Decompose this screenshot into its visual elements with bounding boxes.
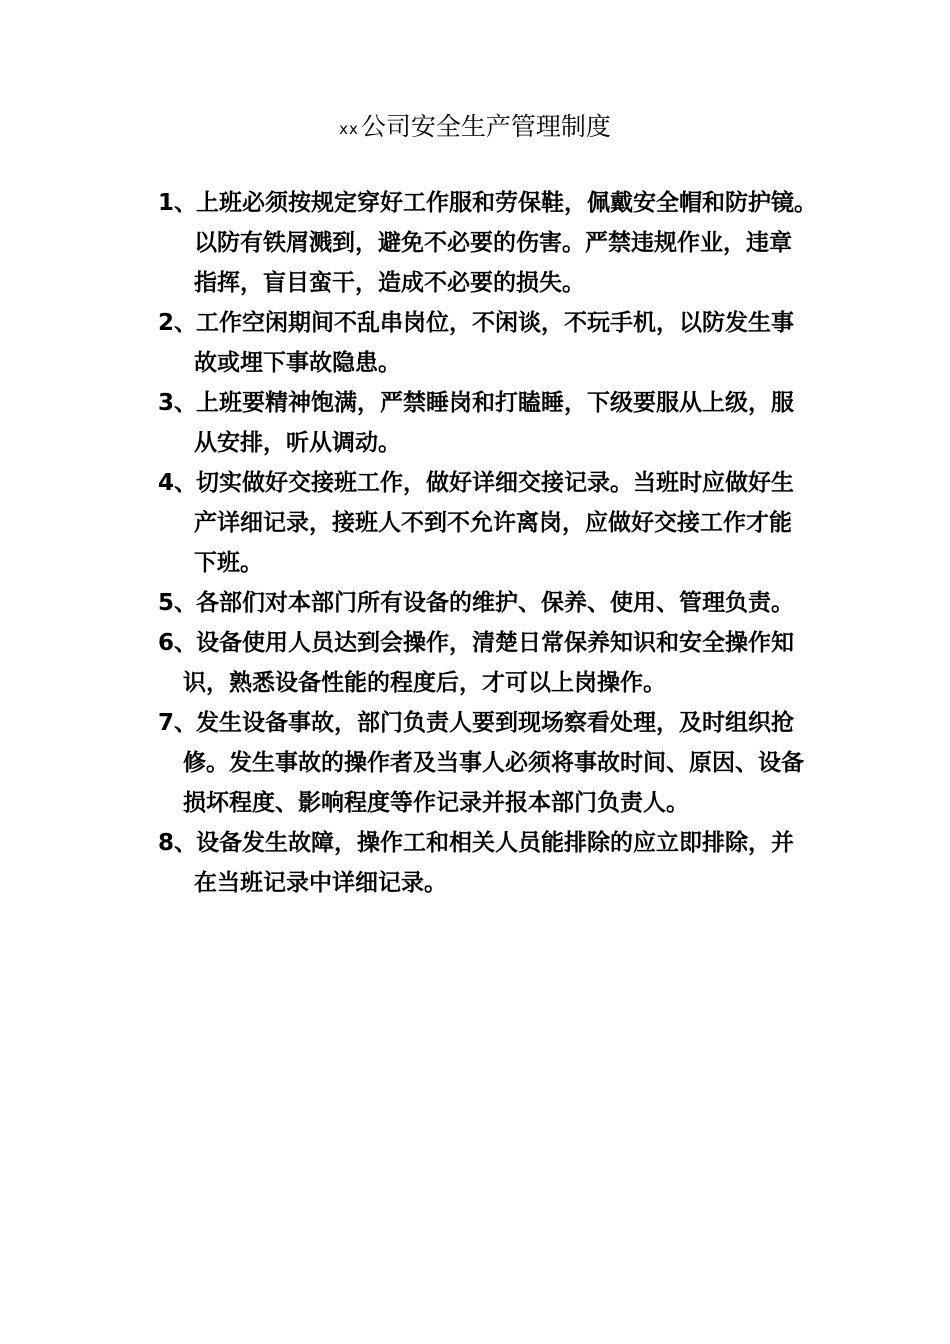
rule-number: 6、	[158, 630, 198, 656]
rule-line: 故或埋下事故隐患。	[194, 350, 401, 376]
rule-line: 上班必须按规定穿好工作服和劳保鞋，佩戴安全帽和防护镜。	[196, 190, 817, 216]
title-text: 公司安全生产管理制度	[360, 112, 611, 141]
rule-number: 8、	[158, 830, 198, 856]
rule-item-5	[158, 583, 878, 623]
rule-item-1	[158, 183, 878, 303]
rule-number: 2、	[158, 310, 198, 336]
rule-line: 发生设备事故，部门负责人要到现场察看处理，及时组织抢	[196, 710, 794, 736]
rule-line: 设备发生故障，操作工和相关人员能排除的应立即排除，并	[196, 830, 794, 856]
rule-item-8	[158, 823, 878, 903]
rule-number: 4、	[158, 470, 198, 496]
rule-item-4	[158, 463, 878, 583]
rule-number: 7、	[158, 710, 198, 736]
rule-line: 各部们对本部门所有设备的维护、保养、使用、管理负责。	[196, 590, 794, 616]
rule-line: 从安排，听从调动。	[194, 430, 401, 456]
rule-line: 下班。	[194, 550, 263, 576]
rule-line: 上班要精神饱满，严禁睡岗和打瞌睡，下级要服从上级，服	[196, 390, 794, 416]
rule-line: 损坏程度、影响程度等作记录并报本部门负责人。	[183, 790, 689, 816]
rule-item-7	[158, 703, 878, 823]
rule-item-6	[158, 623, 878, 703]
rule-number: 5、	[158, 590, 198, 616]
rule-item-2	[158, 303, 878, 383]
rule-line: 以防有铁屑溅到，避免不必要的伤害。严禁违规作业，违章	[194, 230, 792, 256]
rule-line: 产详细记录，接班人不到不允许离岗，应做好交接工作才能	[194, 510, 792, 536]
title-prefix: xx	[339, 120, 359, 138]
rule-line: 切实做好交接班工作，做好详细交接记录。当班时应做好生	[196, 470, 794, 496]
rule-line: 设备使用人员达到会操作，清楚日常保养知识和安全操作知	[196, 630, 794, 656]
rule-item-3	[158, 383, 878, 463]
rule-line: 识，熟悉设备性能的程度后，才可以上岗操作。	[183, 670, 666, 696]
rule-line: 修。发生事故的操作者及当事人必须将事故时间、原因、设备	[183, 750, 804, 776]
document-title	[0, 110, 950, 146]
rule-line: 工作空闲期间不乱串岗位，不闲谈，不玩手机，以防发生事	[196, 310, 794, 336]
rule-number: 1、	[158, 190, 198, 216]
rule-line: 在当班记录中详细记录。	[194, 870, 447, 896]
rule-line: 指挥，盲目蛮干，造成不必要的损失。	[194, 270, 585, 296]
rule-number: 3、	[158, 390, 198, 416]
rules-list	[158, 183, 878, 903]
